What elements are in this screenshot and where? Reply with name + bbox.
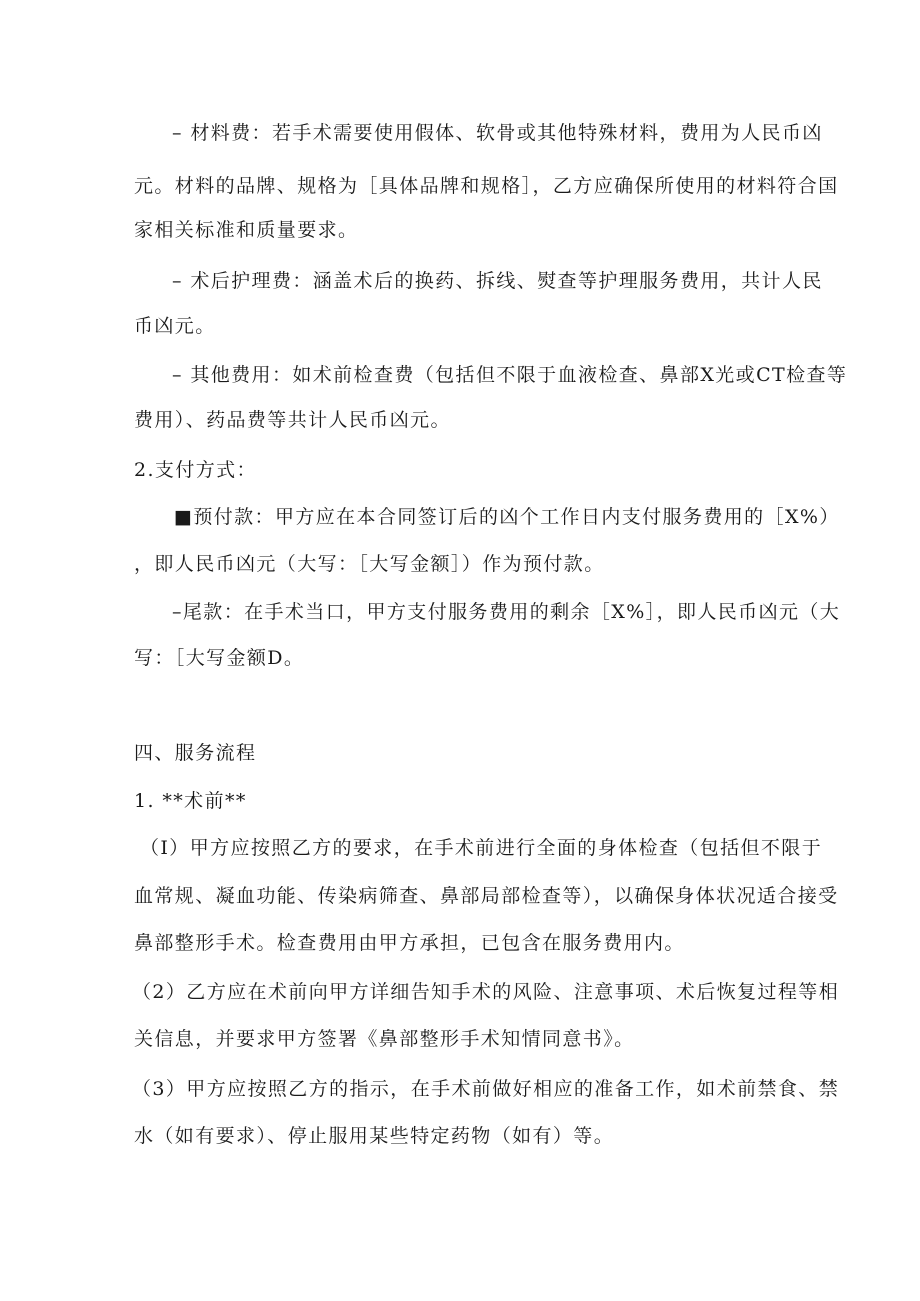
final-payment-line-2: 写：［大写金额D。 xyxy=(134,647,305,669)
preop-item-1-line-2: 血常规、凝血功能、传染病筛查、鼻部局部检查等），以确保身体状况适合接受 xyxy=(134,885,839,907)
prepayment-line-2: ，即人民币凶元（大写：［大写金额］）作为预付款。 xyxy=(134,553,605,575)
final-payment-line-1: –尾款：在手术当口，甲方支付服务费用的剩余［X%］，即人民币凶元（大 xyxy=(172,601,841,623)
material-fee-line-3: 家相关标准和质量要求。 xyxy=(134,219,359,241)
preop-item-2-line-1: （2）乙方应在术前向甲方详细告知手术的风险、注意事项、术后恢复过程等相 xyxy=(132,981,840,1003)
preop-item-3-line-2: 水（如有要求）、停止服用某些特定药物（如有）等。 xyxy=(134,1125,615,1147)
other-fee-line-2: 费用）、药品费等共计人民币凶元。 xyxy=(134,409,451,431)
preop-heading: 1. **术前** xyxy=(134,790,247,812)
postop-care-fee-line-2: 币凶元。 xyxy=(134,315,216,337)
preop-item-3-line-1: （3）甲方应按照乙方的指示，在手术前做好相应的准备工作，如术前禁食、禁 xyxy=(132,1078,840,1100)
preop-item-1-line-3: 鼻部整形手术。检查费用由甲方承担，已包含在服务费用内。 xyxy=(134,932,685,954)
other-fee-line-1: – 其他费用：如术前检查费（包括但不限于血液检查、鼻部X光或CT检查等 xyxy=(172,364,848,386)
material-fee-line-1: – 材料费：若手术需要使用假体、软骨或其他特殊材料，费用为人民币凶 xyxy=(172,122,823,144)
material-fee-line-2: 元。材料的品牌、规格为［具体品牌和规格］，乙方应确保所使用的材料符合国 xyxy=(134,175,839,197)
prepayment-line-1: ■预付款：甲方应在本合同签订后的凶个工作日内支付服务费用的［X%） xyxy=(174,506,840,528)
preop-item-1-line-1: （I）甲方应按照乙方的要求，在手术前进行全面的身体检查（包括但不限于 xyxy=(140,837,823,859)
preop-item-2-line-2: 关信息，并要求甲方签署《鼻部整形手术知情同意书》。 xyxy=(134,1028,635,1050)
section-heading-service-process: 四、服务流程 xyxy=(134,742,257,764)
payment-method-heading: 2.支付方式： xyxy=(134,459,257,481)
postop-care-fee-line-1: – 术后护理费：涵盖术后的换药、拆线、熨查等护理服务费用，共计人民 xyxy=(172,270,823,292)
